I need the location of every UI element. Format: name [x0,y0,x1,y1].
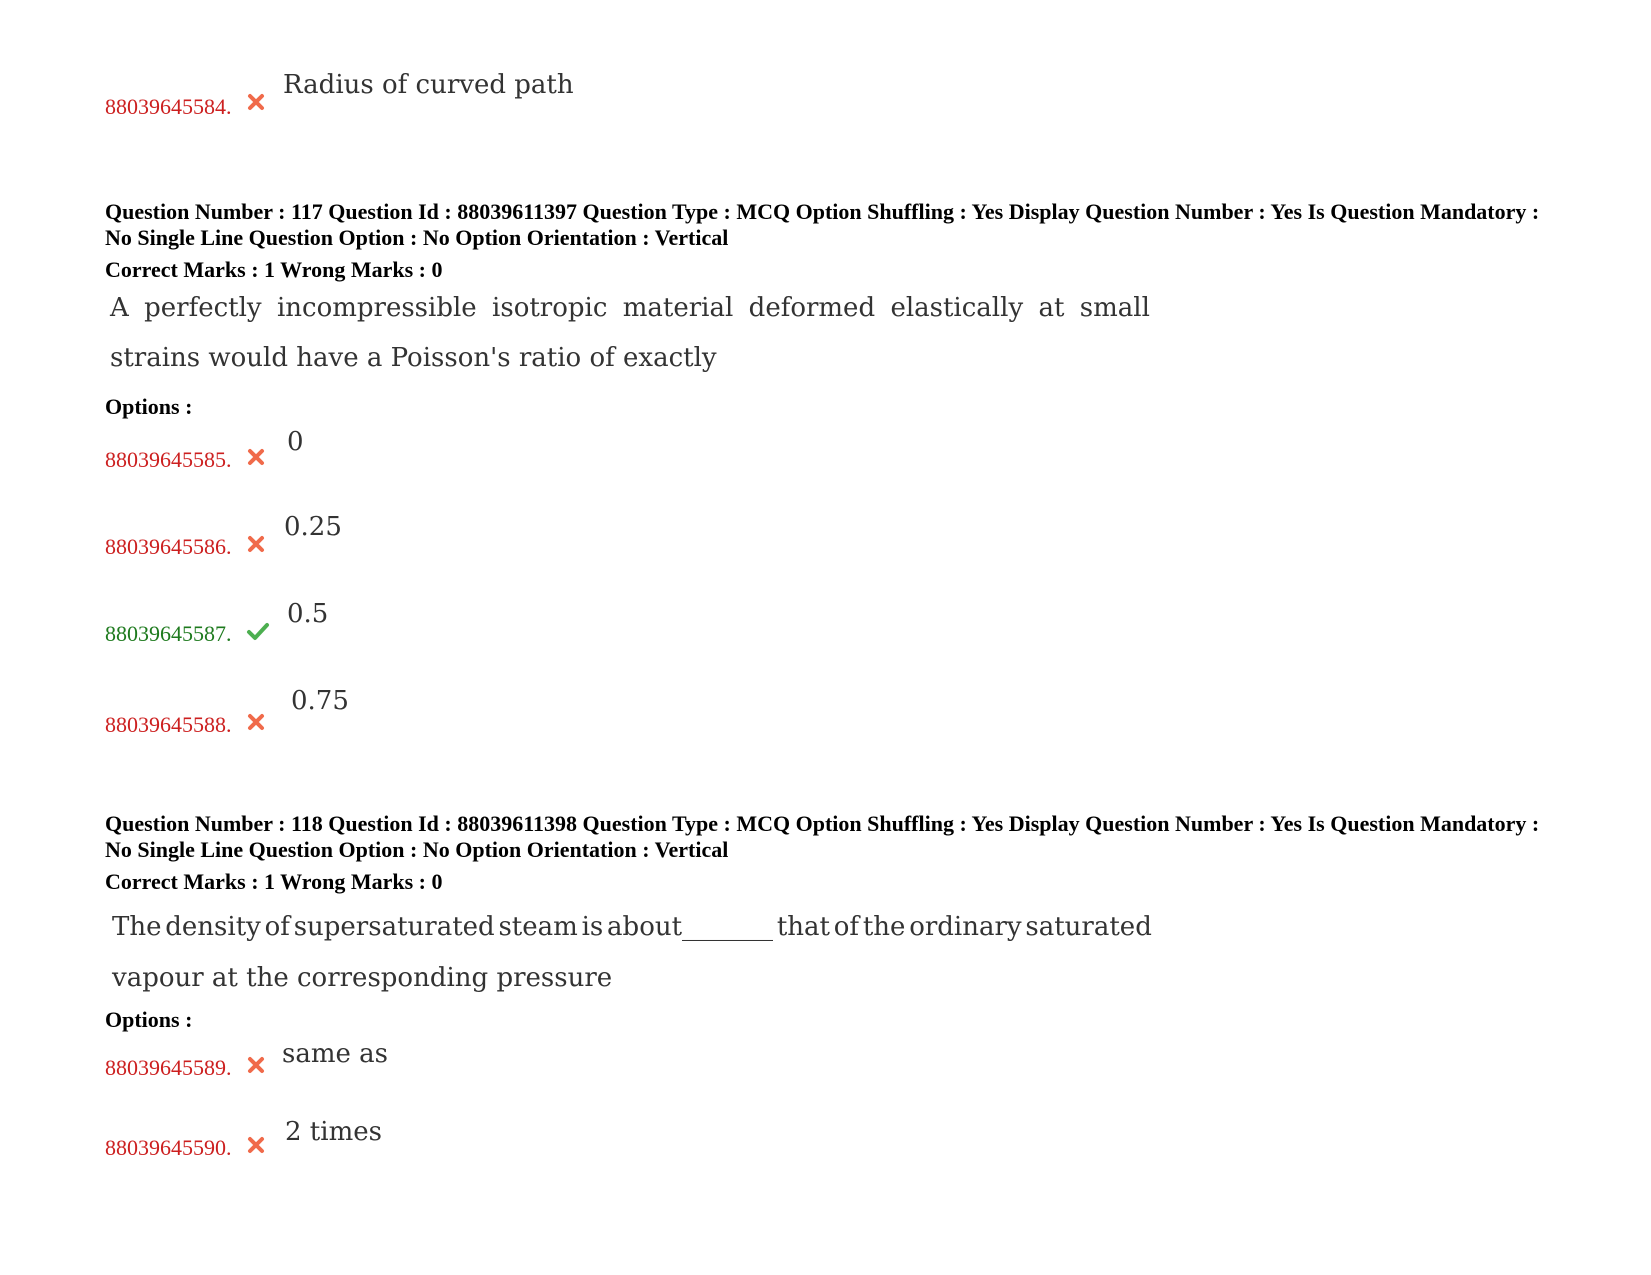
question-marks: Correct Marks : 1 Wrong Marks : 0 [105,869,443,894]
question-word: density [165,912,261,942]
question-word: of [264,912,290,942]
question-word: deformed [748,293,876,323]
question-word: at [1038,293,1065,323]
question-word: incompressible [276,293,477,323]
option-text: 2 times [285,1117,382,1147]
question-word: the [862,912,906,942]
check-icon [246,621,270,641]
options-label: Options : [105,1007,193,1032]
cross-icon [246,92,266,112]
question-word: about_______ [607,912,774,942]
question-text-line-2: strains would have a Poisson's ratio of exactly [110,343,717,373]
question-text-line-1 [112,912,1152,942]
cross-icon [246,712,266,732]
question-text-line-1 [110,293,1150,323]
question-text-line-2: vapour at the corresponding pressure [112,963,613,993]
cross-icon [246,534,266,554]
question-marks: Correct Marks : 1 Wrong Marks : 0 [105,257,443,282]
option-text: Radius of curved path [283,70,574,100]
option-text: 0 [287,427,304,457]
option-id: 88039645586. [105,534,232,559]
question-word: The [112,912,162,942]
question-word: elastically [890,293,1024,323]
cross-icon [246,1135,266,1155]
option-text: 0.75 [291,686,349,716]
question-word: steam [498,912,578,942]
question-word: ordinary [909,912,1022,942]
options-label: Options : [105,394,193,419]
option-id: 88039645590. [105,1135,232,1160]
question-word: that [776,912,830,942]
cross-icon [246,447,266,467]
question-word: A [110,293,129,323]
question-header: Question Number : 117 Question Id : 88039611397 Question Type : MCQ Option Shuffling : Yes Display Question Number : Yes Is Question Mandatory : No Single Line Question Option : No Option Orientation : Vertical [105,199,1540,250]
option-id: 88039645589. [105,1055,232,1080]
question-word: small [1079,293,1150,323]
option-id: 88039645588. [105,712,232,737]
option-id: 88039645585. [105,447,232,472]
option-text: 0.25 [284,512,342,542]
question-word: isotropic [492,293,608,323]
question-word: material [622,293,734,323]
option-id: 88039645584. [105,94,232,119]
option-text: 0.5 [287,599,329,629]
question-word: supersaturated [293,912,495,942]
question-word: is [581,912,604,942]
question-header: Question Number : 118 Question Id : 88039611398 Question Type : MCQ Option Shuffling : Yes Display Question Number : Yes Is Question Mandatory : No Single Line Question Option : No Option Orientation : Vertical [105,811,1540,862]
cross-icon [246,1055,266,1075]
question-word: saturated [1025,912,1152,942]
option-id: 88039645587. [105,621,232,646]
question-word: perfectly [144,293,262,323]
question-word: of [833,912,860,942]
option-text: same as [282,1039,388,1069]
